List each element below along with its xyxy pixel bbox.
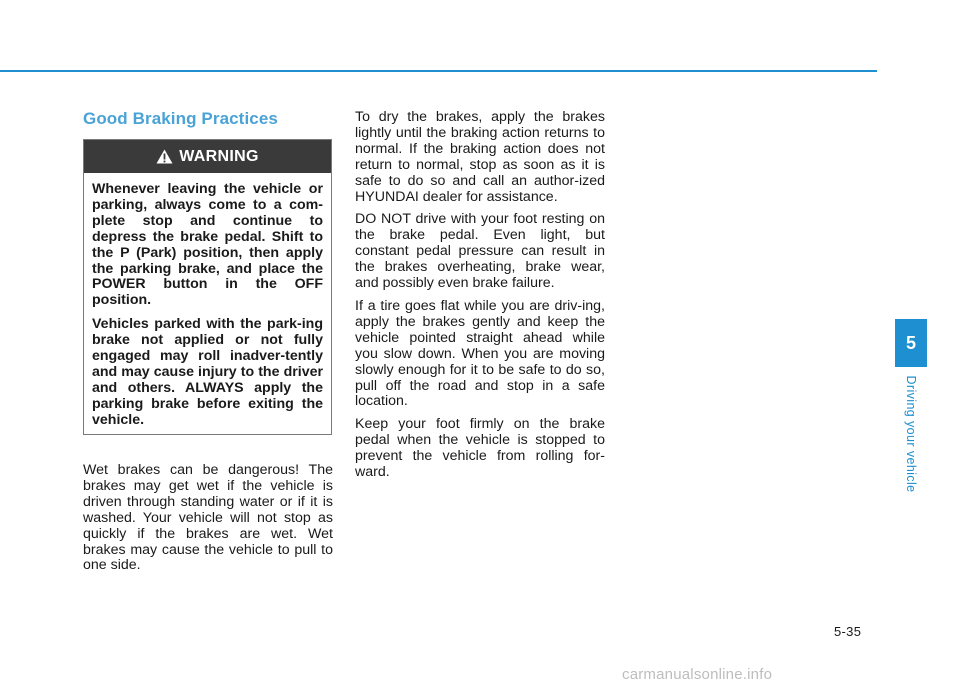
body-paragraph: If a tire goes flat while you are driv-ing, apply the brakes gently and keep the vehicle pointed straight ahead while you slow down. When you are moving slowly enough for it to be safe to do so, pull off the road and stop in a safe location. bbox=[355, 297, 605, 410]
warning-paragraph: Vehicles parked with the park-ing brake not applied or not fully engaged may roll inadver-tently and may cause injury to the driver and others. ALWAYS apply the parking brake before exiting the vehicle. bbox=[92, 316, 323, 428]
right-column-text bbox=[355, 110, 605, 488]
chapter-title: Driving your vehicle bbox=[904, 375, 918, 493]
warning-body bbox=[84, 173, 331, 429]
section-title: Good Braking Practices bbox=[83, 109, 278, 128]
warning-triangle-icon bbox=[156, 149, 173, 164]
watermark: carmanualsonline.info bbox=[622, 666, 773, 683]
header-rule bbox=[0, 70, 877, 72]
body-paragraph: DO NOT drive with your foot resting on the brake pedal. Even light, but constant pedal pressure can result in the brakes overheating, brake wear, and possibly even brake failure. bbox=[355, 211, 605, 292]
warning-paragraph: Whenever leaving the vehicle or parking, always come to a com-plete stop and continue to depress the brake pedal. Shift to the P (Park) position, then apply the parking brake, and place the POWER button in the OFF position. bbox=[92, 181, 323, 309]
body-paragraph: To dry the brakes, apply the brakes lightly until the braking action returns to normal. If the braking action does not return to normal, stop as soon as it is safe to do so and call an author-ized HYUNDAI dealer for assistance. bbox=[355, 109, 605, 205]
body-paragraph: Keep your foot firmly on the brake pedal when the vehicle is stopped to prevent the vehicle from rolling for-ward. bbox=[355, 416, 605, 481]
body-paragraph: Wet brakes can be dangerous! The brakes may get wet if the vehicle is driven through standing water or if it is washed. Your vehicle will not stop as quickly if the brakes are wet. Wet brakes may cause the vehicle to pull to one side. bbox=[83, 462, 333, 574]
chapter-tab bbox=[895, 319, 927, 367]
left-column-text bbox=[83, 463, 333, 581]
page-number: 5-35 bbox=[834, 624, 862, 639]
warning-header bbox=[84, 140, 331, 173]
warning-box bbox=[83, 139, 332, 435]
chapter-number: 5 bbox=[905, 332, 916, 353]
warning-label: WARNING bbox=[179, 147, 259, 165]
